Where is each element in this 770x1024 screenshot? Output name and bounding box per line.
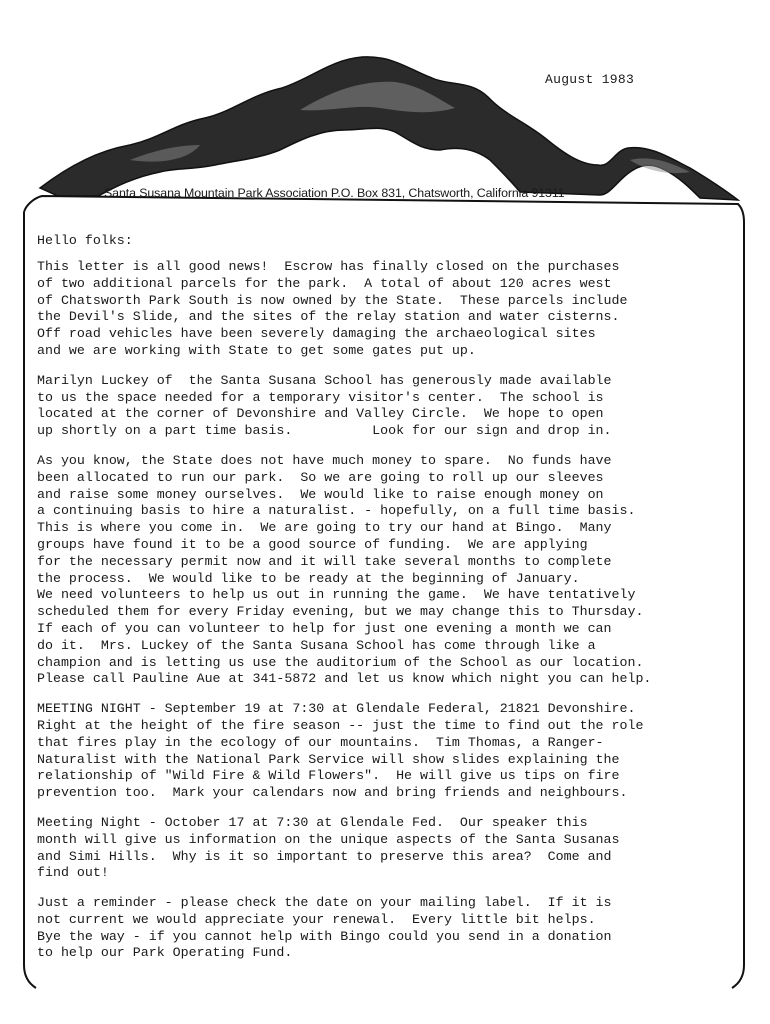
letterhead-address: Santa Susana Mountain Park Association P.O. Box 831, Chatsworth, California 91311 (104, 186, 565, 200)
text-line: Meeting Night - October 17 at 7:30 at Glendale Fed. Our speaker this (37, 814, 588, 830)
letter-body (37, 232, 767, 975)
text-line: and raise some money ourselves. We would like to raise enough money on (37, 486, 604, 502)
paragraph-3 (37, 453, 767, 688)
text-line: a continuing basis to hire a naturalist. - hopefully, on a full time basis. (37, 503, 636, 519)
paragraph-1 (37, 259, 767, 360)
text-line: and Simi Hills. Why is it so important to preserve this area? Come and (37, 848, 612, 864)
text-line: relationship of "Wild Fire & Wild Flowers". He will give us tips on fire (37, 768, 620, 784)
text-line: Off road vehicles have been severely damaging the archaeological sites (37, 326, 596, 342)
text-line: for the necessary permit now and it will take several months to complete (37, 553, 612, 569)
text-line: Please call Pauline Aue at 341-5872 and let us know which night you can help. (37, 671, 652, 687)
text-line: Bye the way - if you cannot help with Bingo could you send in a donation (37, 928, 612, 944)
text-line: up shortly on a part time basis. Look for our sign and drop in. (37, 423, 612, 439)
text-line: and we are working with State to get some gates put up. (37, 342, 476, 358)
paragraphs (37, 259, 767, 962)
text-line: to help our Park Operating Fund. (37, 945, 293, 961)
paragraph-5 (37, 815, 767, 882)
text-line: As you know, the State does not have much money to spare. No funds have (37, 452, 612, 468)
text-line: find out! (37, 865, 109, 881)
text-line: scheduled them for every Friday evening, but we may change this to Thursday. (37, 604, 644, 620)
greeting: Hello folks: (37, 233, 133, 248)
text-line: Marilyn Luckey of the Santa Susana School has generously made available (37, 372, 612, 388)
text-line: the Devil's Slide, and the sites of the relay station and water cisterns. (37, 309, 620, 325)
text-line: MEETING NIGHT - September 19 at 7:30 at Glendale Federal, 21821 Devonshire. (37, 701, 636, 717)
text-line: of Chatsworth Park South is now owned by the State. These parcels include (37, 292, 628, 308)
text-line: We need volunteers to help us out in running the game. We have tentatively (37, 587, 636, 603)
text-line: prevention too. Mark your calendars now and bring friends and neighbours. (37, 785, 628, 801)
text-line: Naturalist with the National Park Service will show slides explaining the (37, 751, 620, 767)
text-line: groups have found it to be a good source of funding. We are applying (37, 536, 588, 552)
text-line: the process. We would like to be ready at the beginning of January. (37, 570, 580, 586)
text-line: been allocated to run our park. So we are going to roll up our sleeves (37, 469, 604, 485)
letter-date: August 1983 (545, 72, 635, 87)
text-line: located at the corner of Devonshire and Valley Circle. We hope to open (37, 406, 604, 422)
paragraph-2 (37, 373, 767, 440)
text-line: month will give us information on the unique aspects of the Santa Susanas (37, 831, 620, 847)
text-line: not current we would appreciate your renewal. Every little bit helps. (37, 911, 596, 927)
text-line: This is where you come in. We are going to try our hand at Bingo. Many (37, 520, 612, 536)
text-line: Just a reminder - please check the date on your mailing label. If it is (37, 895, 612, 911)
paragraph-6 (37, 895, 767, 962)
text-line: champion and is letting us use the auditorium of the School as our location. (37, 654, 644, 670)
text-line: do it. Mrs. Luckey of the Santa Susana School has come through like a (37, 637, 596, 653)
text-line: If each of you can volunteer to help for just one evening a month we can (37, 620, 612, 636)
paragraph-4 (37, 701, 767, 802)
text-line: that fires play in the ecology of our mountains. Tim Thomas, a Ranger- (37, 734, 604, 750)
text-line: This letter is all good news! Escrow has finally closed on the purchases (37, 259, 620, 274)
text-line: of two additional parcels for the park. A total of about 120 acres west (37, 275, 612, 291)
text-line: to us the space needed for a temporary visitor's center. The school is (37, 389, 604, 405)
text-line: Right at the height of the fire season -- just the time to find out the role (37, 717, 644, 733)
